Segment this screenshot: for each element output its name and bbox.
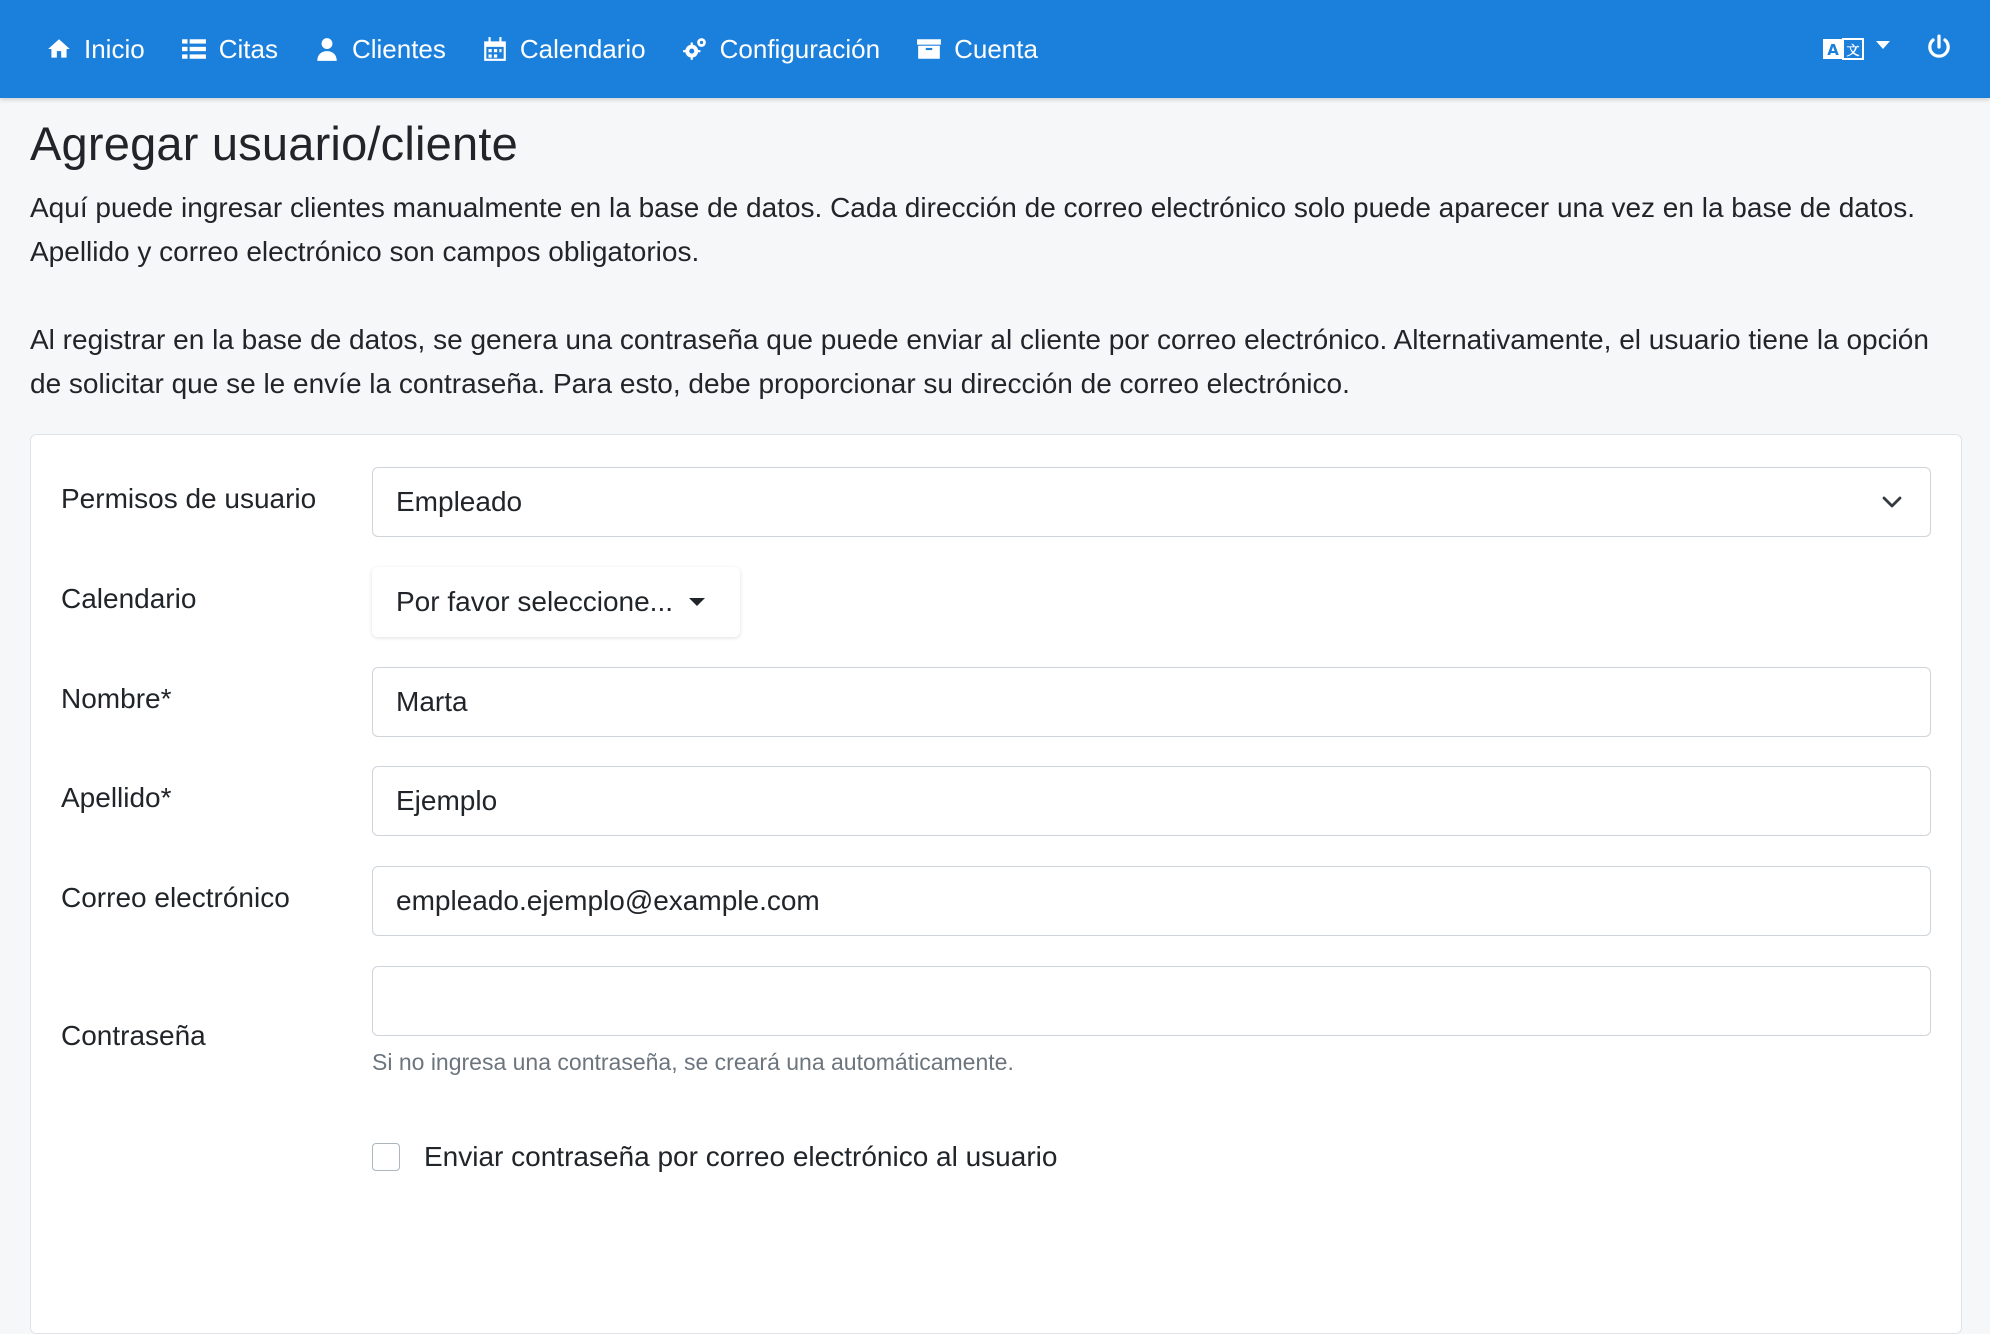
intro-paragraph-2: Al registrar en la base de datos, se genera una contraseña que puede enviar al cliente por correo electrónico. Alternativamente, el usuario tiene la opción de solicitar que se le envíe la contraseña. Para esto, debe proporcionar su dirección de correo electrónico. [30, 324, 1929, 400]
email-value: empleado.ejemplo@example.com [396, 885, 820, 916]
nav-menu [0, 0, 1074, 98]
add-user-form [30, 434, 1962, 1334]
calendar-dropdown-value: Por favor seleccione... [396, 586, 674, 617]
nav-item-label: Configuración [719, 33, 881, 64]
calendar-icon [482, 36, 508, 62]
logout-button[interactable] [1926, 34, 1952, 65]
calendar-label: Calendario [61, 583, 197, 614]
email-input[interactable] [372, 866, 1931, 936]
home-icon [46, 36, 72, 62]
password-label: Contraseña [61, 1020, 206, 1051]
chevron-down-icon [1880, 490, 1904, 514]
caret-down-icon [689, 598, 705, 606]
email-label: Correo electrónico [61, 882, 290, 913]
first-name-value: Marta [396, 686, 468, 717]
power-icon [1926, 34, 1952, 60]
first-name-label: Nombre* [61, 683, 172, 714]
send-password-row [61, 1141, 1931, 1181]
nav-item-clientes[interactable] [314, 0, 446, 98]
nav-item-inicio[interactable] [46, 0, 145, 98]
email-row [61, 866, 1931, 936]
cogs-icon [682, 36, 708, 62]
calendar-dropdown[interactable] [372, 567, 740, 637]
list-icon [181, 36, 207, 62]
send-password-label: Enviar contraseña por correo electrónico al usuario [424, 1141, 1058, 1172]
send-password-option[interactable] [372, 1141, 1057, 1173]
language-icon [1822, 36, 1864, 62]
svg-text:文: 文 [1846, 44, 1860, 59]
send-password-checkbox[interactable] [372, 1143, 400, 1171]
top-navbar [0, 0, 1990, 98]
nav-item-label: Cuenta [954, 33, 1038, 64]
last-name-value: Ejemplo [396, 785, 498, 816]
main-content [30, 98, 1962, 1172]
intro-paragraph-1: Aquí puede ingresar clientes manualmente en la base de datos. Cada dirección de correo electrónico solo puede aparecer una vez en la base de datos. Apellido y correo electrónico son campos obligatorios. [30, 192, 1915, 268]
language-dropdown[interactable] [1822, 36, 1890, 62]
first-name-row [61, 667, 1931, 737]
nav-item-label: Calendario [519, 33, 646, 64]
permissions-label: Permisos de usuario [61, 483, 317, 514]
nav-right [1822, 0, 1952, 98]
nav-item-label: Inicio [84, 33, 145, 64]
nav-item-cuenta[interactable] [916, 0, 1038, 98]
password-row [61, 966, 1931, 1086]
nav-item-configuracion[interactable] [682, 0, 880, 98]
nav-item-citas[interactable] [181, 0, 278, 98]
last-name-row [61, 766, 1931, 836]
first-name-input[interactable] [372, 667, 1931, 737]
last-name-input[interactable] [372, 766, 1931, 836]
permissions-select-value: Empleado [396, 486, 523, 517]
password-help-text: Si no ingresa una contraseña, se creará una automáticamente. [372, 1049, 1014, 1075]
calendar-row [61, 567, 1931, 637]
permissions-select[interactable] [372, 467, 1931, 537]
chevron-down-icon [1876, 41, 1890, 49]
password-input[interactable] [372, 966, 1931, 1036]
svg-text:A: A [1827, 41, 1839, 59]
nav-item-label: Citas [218, 33, 278, 64]
archive-icon [916, 36, 942, 62]
nav-item-calendario[interactable] [482, 0, 646, 98]
permissions-row [61, 467, 1931, 537]
last-name-label: Apellido* [61, 782, 172, 813]
nav-item-label: Clientes [351, 33, 446, 64]
user-icon [314, 36, 340, 62]
page-title: Agregar usuario/cliente [30, 117, 518, 170]
